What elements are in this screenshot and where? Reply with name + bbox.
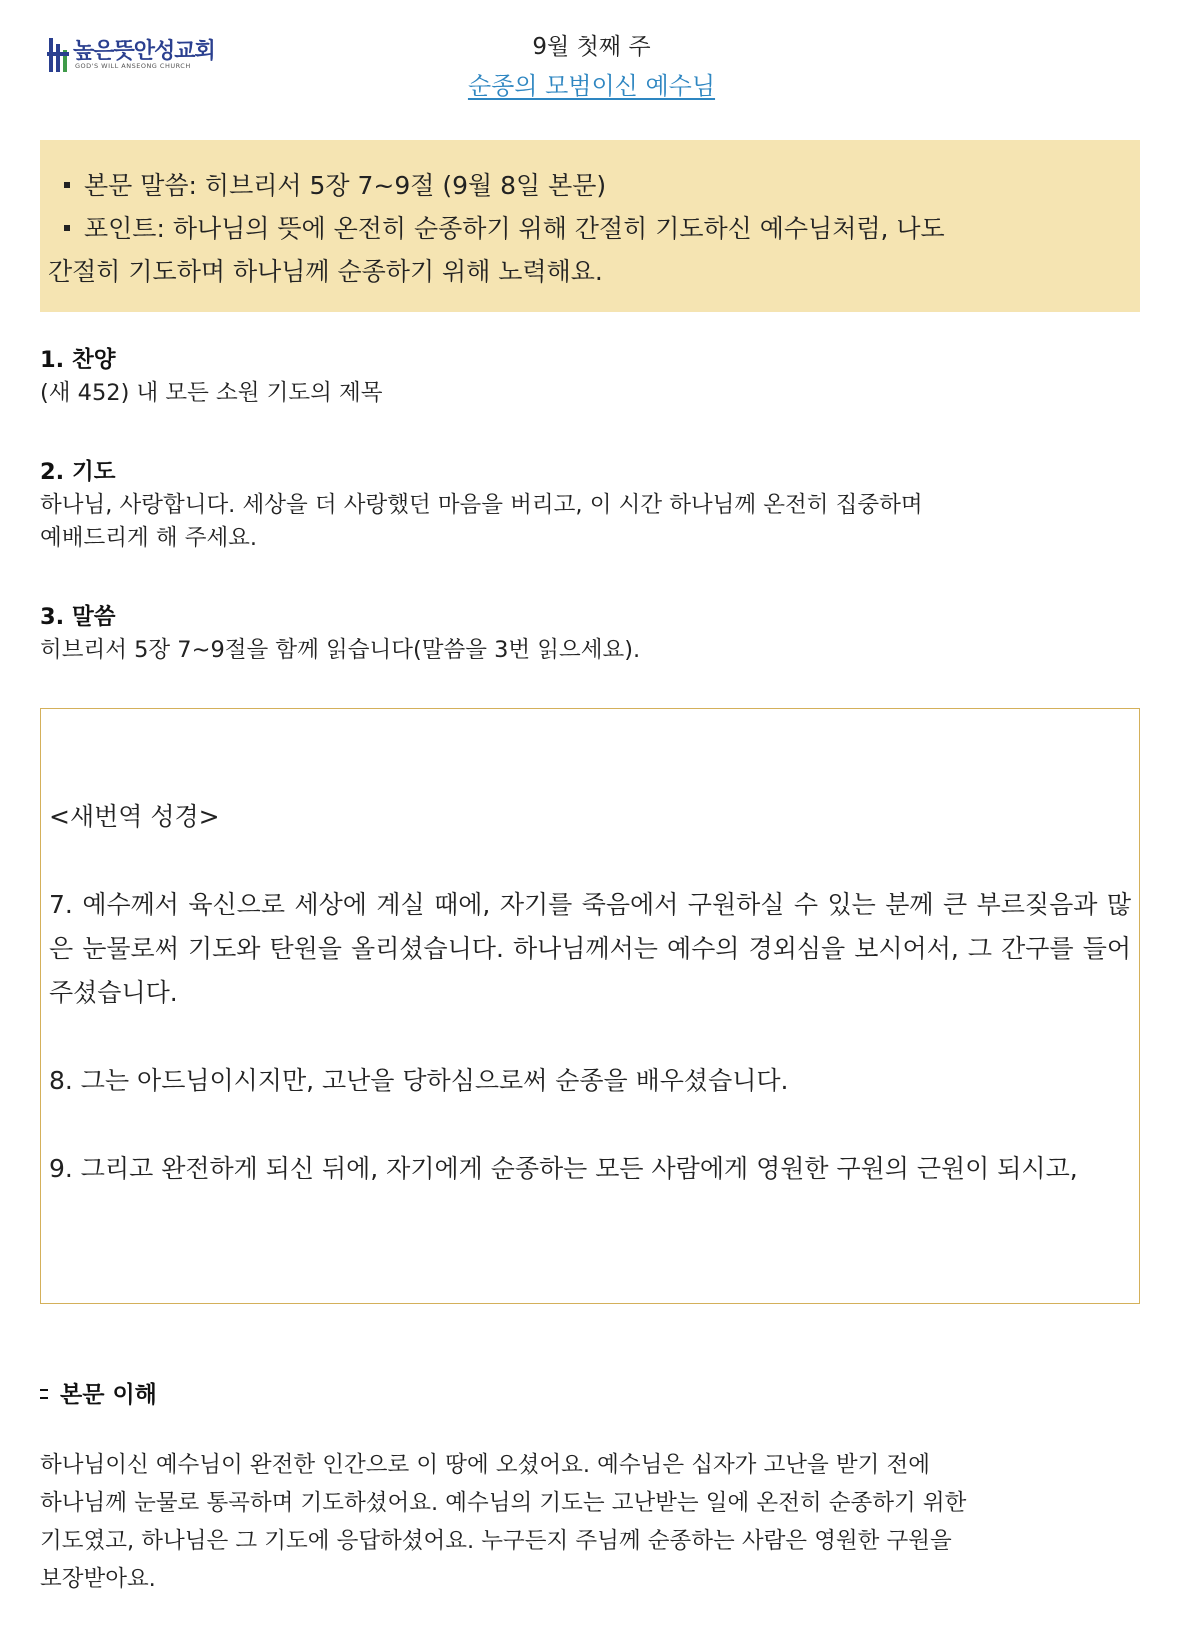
word-body: 히브리서 5장 7~9절을 함께 읽습니다(말씀을 3번 읽으세요).: [40, 637, 641, 663]
church-name-korean: 높은뜻안성교회: [73, 39, 215, 64]
understanding-heading: [40, 1376, 157, 1409]
understanding-line2: 하나님께 눈물로 통곡하며 기도하셨어요. 예수님의 기도는 고난받는 일에 온전히 순종하기 위한: [40, 1490, 967, 1516]
word-heading: 3. 말씀: [40, 604, 116, 630]
understanding-line3: 기도였고, 하나님은 그 기도에 응답하셨어요. 누구든지 주님께 순종하는 사람은 영원한 구원을: [40, 1528, 952, 1554]
bible-version: <새번역 성경>: [49, 802, 220, 831]
praise-section: [40, 344, 1140, 410]
point-line: [48, 207, 1130, 250]
square-bullet-icon: [64, 182, 70, 188]
scripture-text: 본문 말씀: 히브리서 5장 7~9절 (9월 8일 본문): [84, 171, 607, 200]
square-bullet-icon: [64, 225, 70, 231]
list-bullet-icon: [40, 1389, 48, 1399]
summary-box: [40, 140, 1140, 312]
point-text-line2: 간절히 기도하며 하나님께 순종하기 위해 노력해요.: [48, 257, 603, 286]
verse-7: 7. 예수께서 육신으로 세상에 계실 때에, 자기를 죽음에서 구원하실 수 있는 분께 큰 부르짖음과 많은 눈물로써 기도와 탄원을 올리셨습니다. 하나님께서는 예수의 경외심을 보시어서, 그 간구를 들어주셨습니다.: [49, 890, 1131, 1007]
understanding-body: [40, 1446, 1140, 1598]
word-section: [40, 601, 1140, 667]
point-text-line1: 포인트: 하나님의 뜻에 온전히 순종하기 위해 간절히 기도하신 예수님처럼, 나도: [84, 214, 945, 243]
scripture-box: [40, 708, 1140, 1304]
prayer-line1: 하나님, 사랑합니다. 세상을 더 사랑했던 마음을 버리고, 이 시간 하나님께 온전히 집중하며: [40, 492, 923, 518]
point-line-continued: [48, 250, 1130, 293]
verse-8: 8. 그는 아드님이시지만, 고난을 당하심으로써 순종을 배우셨습니다.: [49, 1066, 789, 1095]
understanding-line4: 보장받아요.: [40, 1566, 156, 1592]
prayer-section: [40, 456, 1140, 555]
understanding-line1: 하나님이신 예수님이 완전한 인간으로 이 땅에 오셨어요. 예수님은 십자가 고난을 받기 전에: [40, 1452, 931, 1478]
understanding-heading-text: 본문 이해: [60, 1382, 157, 1408]
lesson-title: 순종의 모범이신 예수님: [467, 72, 716, 100]
praise-heading: 1. 찬양: [40, 347, 116, 373]
prayer-heading: 2. 기도: [40, 459, 116, 485]
church-name-english: GOD'S WILL ANSEONG CHURCH: [75, 62, 191, 70]
week-label: 9월 첫째 주: [532, 34, 651, 60]
praise-body: (새 452) 내 모든 소원 기도의 제목: [40, 380, 383, 406]
verse-9: 9. 그리고 완전하게 되신 뒤에, 자기에게 순종하는 모든 사람에게 영원한 구원의 근원이 되시고,: [49, 1154, 1078, 1183]
scripture-line: [48, 164, 1130, 207]
prayer-line2: 예배드리게 해 주세요.: [40, 525, 258, 551]
